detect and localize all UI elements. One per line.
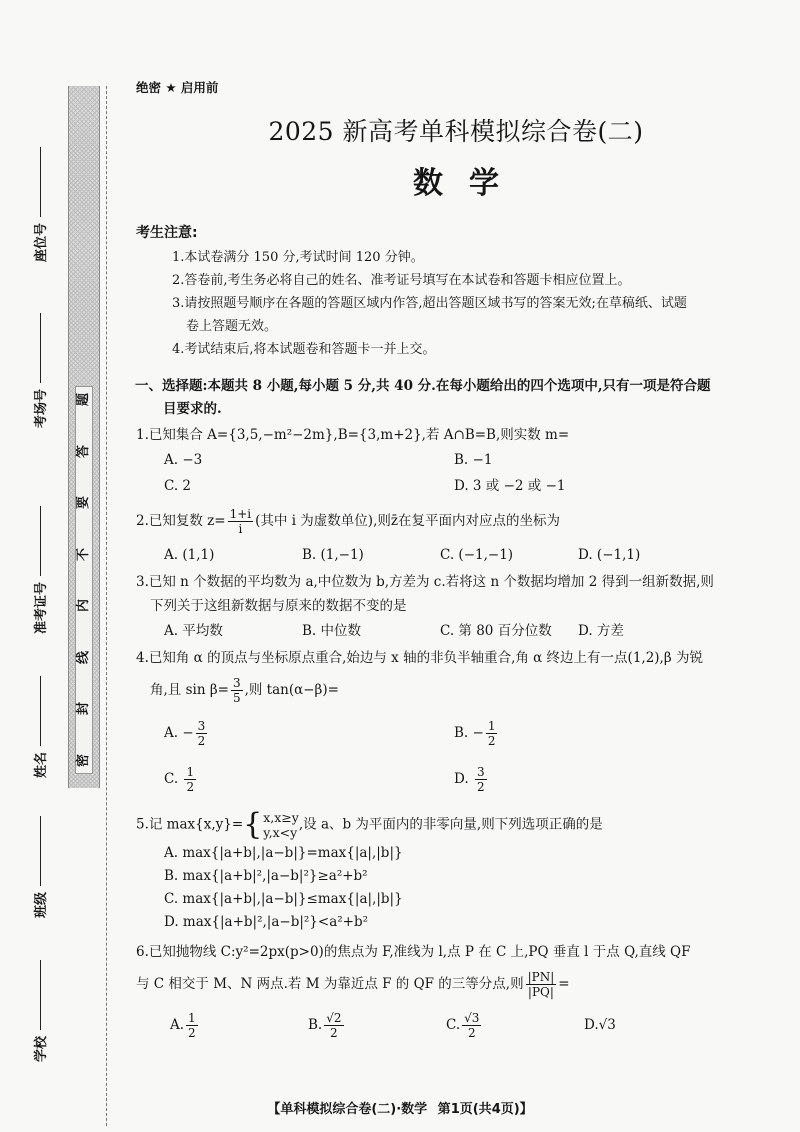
option-label: C. (446, 1017, 461, 1033)
option-label: D. (454, 771, 473, 787)
fraction (486, 719, 498, 748)
option-b[interactable]: B. 中位数 (302, 623, 362, 639)
option-label: B. (308, 1017, 323, 1033)
school-field[interactable] (30, 960, 49, 1062)
notice-list (172, 246, 776, 361)
fraction (231, 676, 243, 705)
option-c[interactable] (446, 1004, 584, 1046)
option-label: A. − (164, 725, 194, 741)
option-b[interactable]: B. −1 (454, 452, 493, 468)
seal-char: 不 (76, 547, 92, 561)
notice-item: 2.答卷前,考生务必将自己的姓名、准考证号填写在本试卷和答题卡相应位置上。 (172, 273, 631, 288)
exam-page (136, 78, 776, 1046)
stem-text: = (558, 976, 570, 992)
stem-text: 2.已知复数 z= (136, 513, 226, 529)
fraction-numerator: 1 (186, 765, 195, 779)
piecewise-brace (243, 807, 299, 842)
question-stem (136, 964, 776, 1004)
notice-item: 4.考试结束后,将本试题卷和答题卡一并上交。 (172, 342, 436, 357)
subject-title: 数学 (413, 166, 525, 201)
fraction-numerator: 3 (232, 676, 241, 690)
option-a[interactable]: A. −3 (164, 452, 203, 468)
fraction-numerator: 1 (188, 1011, 196, 1025)
class-label: 班级 (34, 891, 49, 918)
option-d[interactable]: D. max{|a+b|²,|a−b|²}<a²+b² (164, 914, 369, 930)
footer-title: 【单科模拟综合卷(二)·数学 (267, 1102, 428, 1117)
option-d[interactable] (584, 1004, 722, 1046)
option-value: √3 (598, 1017, 616, 1033)
option-list (164, 447, 776, 499)
fraction-denominator: 2 (487, 734, 496, 748)
option-list (170, 1004, 776, 1046)
seat-number-label: 座位号 (34, 222, 49, 262)
fraction-numerator: 1 (487, 719, 496, 733)
option-b[interactable] (308, 1004, 446, 1046)
fraction (324, 1011, 343, 1040)
fraction (186, 1011, 198, 1040)
question-stem: 1.已知集合 A={3,5,−m²−2m},B={3,m+2},若 A∩B=B,则实数 m= (136, 427, 570, 443)
section-heading (136, 375, 776, 421)
fraction-numerator: √3 (464, 1011, 480, 1025)
fraction (475, 765, 487, 794)
stem-text: 与 C 相交于 M、N 两点.若 M 为靠近点 F 的 QF 的三等分点,则 (136, 976, 524, 992)
option-b[interactable]: B. (1,−1) (302, 547, 364, 563)
binding-line (106, 86, 107, 1126)
section-heading-line: 一、选择题:本题共 8 小题,每小题 5 分,共 40 分.在每小题给出的四个选项中,只有一项是符合题 (135, 378, 711, 394)
stem-text: 5.记 max{x,y}= (136, 816, 244, 833)
option-list (164, 542, 776, 568)
ticket-number-label: 准考证号 (34, 581, 49, 634)
option-list (164, 842, 776, 934)
option-a[interactable] (170, 1004, 308, 1046)
option-d[interactable]: D. 方差 (578, 623, 624, 639)
name-label: 姓名 (34, 751, 49, 778)
seal-char: 密 (76, 753, 92, 767)
question-6 (136, 940, 776, 1046)
seal-char: 封 (76, 702, 92, 716)
fraction-denominator: i (238, 522, 243, 536)
exam-room-label: 考场号 (34, 388, 49, 428)
page-suffix: 页)】 (500, 1102, 533, 1117)
fraction (526, 970, 557, 999)
question-2 (136, 507, 776, 568)
option-c[interactable]: C. max{|a+b|,|a−b|}≤max{|a|,|b|} (164, 891, 403, 907)
fraction-denominator: 2 (188, 1026, 196, 1040)
question-stem: 下列关于这组新数据与原来的数据不变的是 (150, 598, 407, 614)
question-3 (136, 570, 776, 644)
question-stem: 6.已知抛物线 C:y²=2px(p>0)的焦点为 F,准线为 l,点 P 在 C 上,PQ 垂直 l 于点 Q,直线 QF (136, 944, 691, 960)
seal-char: 题 (76, 392, 92, 407)
option-d[interactable]: D. (−1,1) (578, 547, 641, 563)
stem-text: (其中 i 为虚数单位),则z̄在复平面内对应点的坐标为 (255, 513, 560, 529)
seat-number-field[interactable] (30, 147, 49, 262)
fraction-denominator: 2 (197, 734, 206, 748)
ticket-number-field[interactable] (30, 506, 49, 634)
page-footer (0, 1098, 800, 1117)
option-d[interactable]: D. 3 或 −2 或 −1 (454, 478, 566, 494)
fraction-numerator: 3 (476, 765, 485, 779)
option-label: D. (584, 1017, 599, 1033)
fraction-numerator: |PN| (527, 970, 555, 984)
notice-item: 卷上答题无效。 (186, 319, 278, 334)
option-c[interactable]: C. (−1,−1) (440, 547, 514, 563)
option-a[interactable]: A. (1,1) (164, 547, 215, 563)
stem-text: ,设 a、b 为平面内的非零向量,则下列选项正确的是 (298, 816, 603, 833)
seal-char: 答 (76, 444, 92, 458)
fraction-denominator: 5 (232, 691, 241, 705)
page-number: 1 (450, 1102, 460, 1117)
fraction (184, 765, 196, 794)
question-stem: 4.已知角 α 的顶点与坐标原点重合,始边与 x 轴的非负半轴重合,角 α 终边上有一点(1,2),β 为锐 (136, 650, 703, 666)
fraction (462, 1011, 481, 1040)
fraction-numerator: 1+i (229, 507, 252, 521)
question-5 (136, 807, 776, 934)
class-field[interactable] (30, 816, 49, 918)
question-stem: 3.已知 n 个数据的平均数为 a,中位数为 b,方差为 c.若将这 n 个数据均增加 2 得到一组新数据,则 (136, 574, 714, 590)
fraction (196, 719, 208, 748)
page-indicator (438, 1102, 533, 1117)
fraction-numerator: 3 (197, 719, 206, 733)
option-label: A. (170, 1017, 185, 1033)
option-b[interactable] (454, 710, 744, 756)
fraction-denominator: |PQ| (527, 985, 554, 999)
option-list (164, 618, 776, 644)
question-stem (136, 807, 776, 842)
option-c[interactable]: C. 2 (164, 478, 192, 494)
section-heading-line: 目要求的. (163, 401, 222, 417)
stem-text: 角,且 sin β= (150, 682, 229, 698)
brace-glyph: { (243, 807, 263, 842)
page-prefix: 第 (437, 1102, 451, 1117)
fraction-denominator: 2 (467, 1026, 476, 1040)
seal-strip (68, 86, 100, 788)
option-c[interactable] (164, 756, 454, 802)
option-a[interactable]: A. 平均数 (164, 623, 223, 639)
fraction (228, 507, 254, 536)
fraction-denominator: 2 (186, 780, 195, 794)
fraction-numerator: √2 (326, 1011, 342, 1025)
option-d[interactable] (454, 756, 744, 802)
question-stem (136, 507, 776, 536)
option-label: B. − (454, 725, 484, 741)
question-4 (136, 646, 776, 802)
exam-title: 2025 新高考单科模拟综合卷(二) (268, 117, 644, 146)
seal-char: 线 (76, 650, 92, 664)
fraction-denominator: 2 (476, 780, 485, 794)
name-field[interactable] (30, 676, 49, 778)
seal-char: 内 (76, 599, 92, 613)
exam-room-field[interactable] (30, 313, 49, 428)
option-b[interactable]: B. max{|a+b|²,|a−b|²}≥a²+b² (164, 868, 368, 884)
page-mid: 页(共 (459, 1102, 492, 1117)
notice-heading: 考生注意: (136, 225, 198, 241)
seal-text-box (75, 386, 93, 774)
option-list (164, 710, 776, 802)
option-c[interactable]: C. 第 80 百分位数 (440, 623, 552, 639)
seal-char: 要 (76, 496, 92, 510)
school-label: 学校 (34, 1035, 49, 1062)
confidential-label: 绝密 ★ 启用前 (136, 80, 219, 95)
case-line: x,x≥y (263, 810, 299, 825)
page-total: 4 (491, 1102, 501, 1117)
notice-item: 1.本试卷满分 150 分,考试时间 120 分钟。 (172, 250, 424, 265)
piecewise-cases (263, 810, 299, 840)
option-a[interactable]: A. max{|a+b|,|a−b|}=max{|a|,|b|} (164, 845, 403, 861)
notice-item: 3.请按照题号顺序在各题的答题区域内作答,超出答题区域书写的答案无效;在草稿纸、试题 (172, 296, 687, 311)
question-1 (136, 423, 776, 499)
case-line: y,x<y (263, 825, 298, 840)
fraction-denominator: 2 (330, 1026, 338, 1040)
question-stem (150, 670, 776, 710)
option-label: C. (164, 771, 183, 787)
stem-text: ,则 tan(α−β)= (244, 682, 339, 698)
option-a[interactable] (164, 710, 454, 756)
